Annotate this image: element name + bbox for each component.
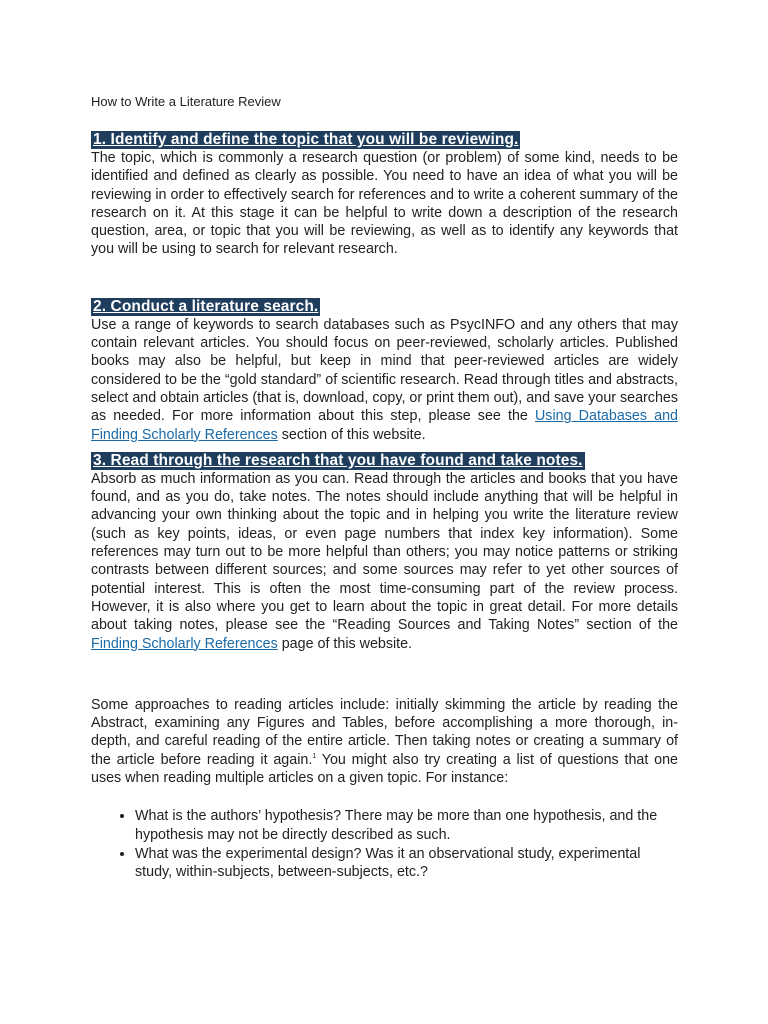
section-1-body: The topic, which is commonly a research question (or problem) of some kind, needs to be identified and defined as clearly as possible. You need to have an idea of what you will be reviewing in order to effectively search for references and to write a coherent summary of the research on it. At this stage it can be helpful to write down a description of the research question, area, or topic that you will be reviewing, as well as to identify any keywords that you will be using to search for relevant research. bbox=[91, 150, 678, 258]
section-2-body bbox=[91, 316, 678, 444]
questions-list bbox=[91, 807, 678, 881]
section-3-text-before-link: Absorb as much information as you can. Read through the articles and books that you have found, and as you do, take notes. The notes should include anything that will be helpful in advancing your own thinking about the topic and in helping you write the literature review (such as key points, ideas, or even page numbers that index key information). Some references may turn out to be more helpful than others; you may notice patterns or striking contrasts between different sources; and some sources may refer to yet other sources of potential interest. This is often the most time-consuming part of the review process. However, it is also where you get to learn about the topic in great detail. For more details about taking notes, please see the “Reading Sources and Taking Notes” section of the bbox=[91, 470, 678, 634]
list-item: • What was the experimental design? Was it an observational study, experimental study, within-subjects, between-subjects, etc.? bbox=[135, 845, 678, 882]
section-3-text-after-link: page of this website. bbox=[277, 635, 413, 652]
document-title: How to Write a Literature Review bbox=[91, 94, 281, 109]
approaches-text-after-footnote: You might also try creating a list of questions that one uses when reading multiple articles on a given topic. For instance: bbox=[91, 751, 678, 787]
section-2-heading: 2. Conduct a literature search. bbox=[93, 297, 319, 315]
approaches-text-before-footnote: Some approaches to reading articles include: initially skimming the article by reading the Abstract, examining any Figures and Tables, before accomplishing a more thorough, in-depth, and careful reading of the entire article. Then taking notes or creating a summary of the article before reading it again. bbox=[91, 696, 678, 768]
finding-scholarly-references-link[interactable]: Finding Scholarly References bbox=[91, 635, 278, 652]
list-item: • What is the authors’ hypothesis? There may be more than one hypothesis, and the hypothesis may not be directly described as such. bbox=[135, 807, 678, 844]
approaches-paragraph bbox=[91, 696, 678, 787]
section-1-heading: 1. Identify and define the topic that you will be reviewing. bbox=[93, 131, 519, 148]
section-2-text-after-link: section of this website. bbox=[277, 426, 426, 443]
section-2-text-before-link: Use a range of keywords to search databases such as PsycINFO and any others that may contain relevant articles. You should focus on peer-reviewed, scholarly articles. Published books may also be helpful, but keep in mind that peer-reviewed articles are widely considered to be the “gold standard” of scientific research. Read through titles and abstracts, select and obtain articles (that is, download, copy, or print them out), and save your searches as needed. For more information about this step, please see the bbox=[91, 316, 679, 425]
section-3-heading: 3. Read through the research that you have found and take notes. bbox=[93, 451, 583, 469]
using-databases-link[interactable]: Using Databases and Finding Scholarly References bbox=[91, 408, 678, 443]
section-3-body bbox=[91, 470, 678, 653]
footnote-marker[interactable]: 1 bbox=[312, 752, 317, 760]
